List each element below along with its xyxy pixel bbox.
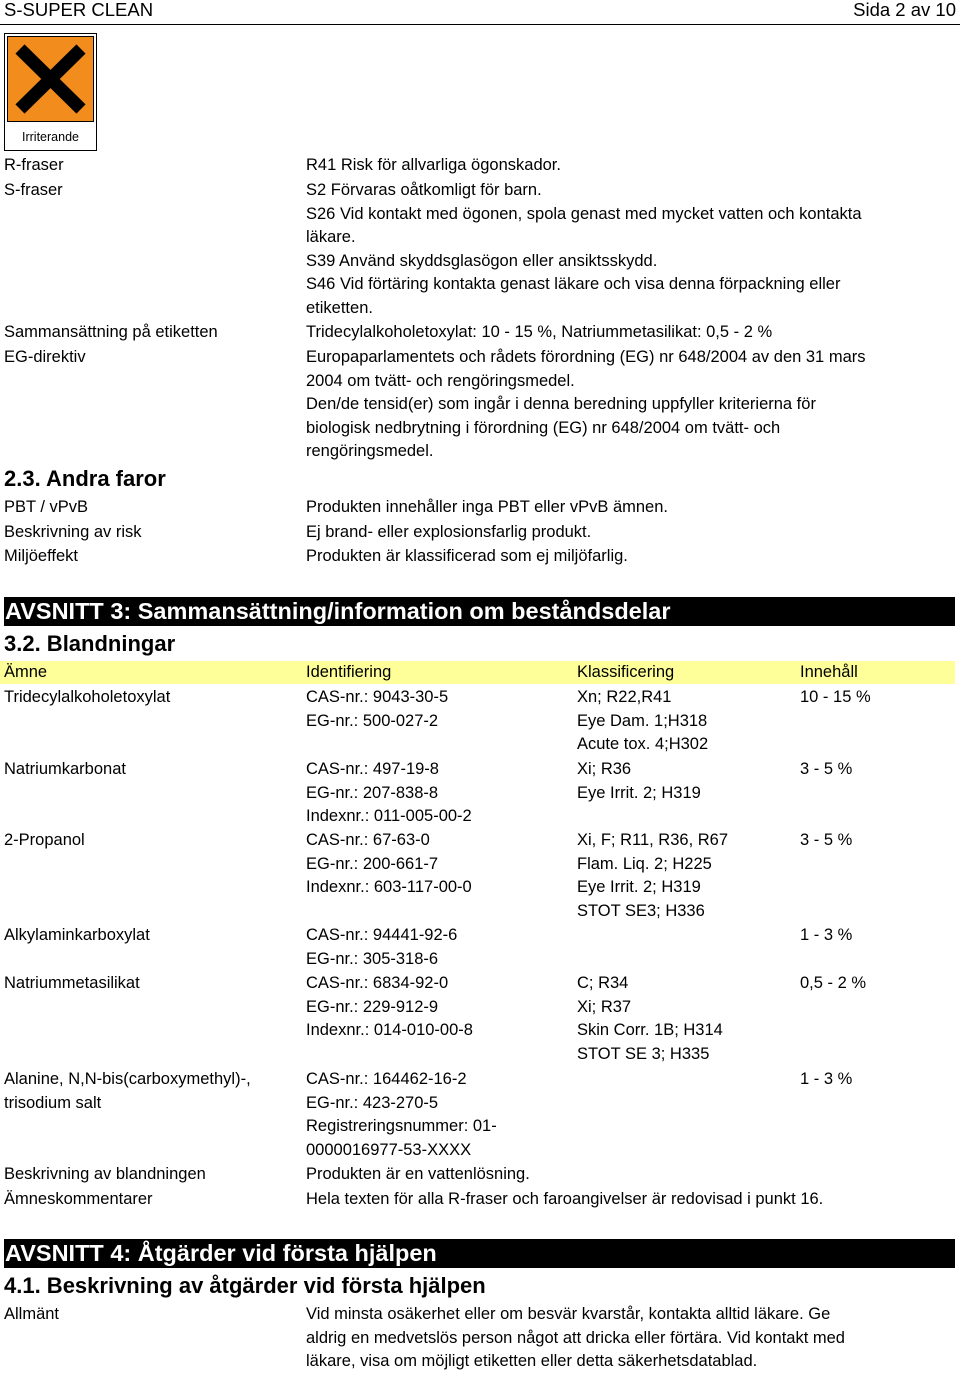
table-row: Alanine, N,N-bis(carboxymethyl)-, trisodium salt	[4, 1070, 251, 1112]
pbt-value: Produkten innehåller inga PBT eller vPvB ämnen.	[306, 498, 668, 516]
eg-direktiv-label: EG-direktiv	[4, 348, 86, 366]
mixture-description-label: Beskrivning av blandningen	[4, 1165, 206, 1183]
row-content: 1 - 3 %	[800, 926, 853, 944]
r-fraser-label: R-fraser	[4, 156, 64, 174]
row-identification: CAS-nr.: 9043-30-5 EG-nr.: 500-027-2	[306, 688, 449, 730]
pbt-label: PBT / vPvB	[4, 498, 89, 516]
col-header-classification: Klassificering	[577, 663, 675, 681]
col-header-substance: Ämne	[4, 663, 48, 681]
row-classification: Xn; R22,R41 Eye Dam. 1;H318 Acute tox. 4;H302	[577, 688, 709, 753]
section-4-title: AVSNITT 4: Åtgärder vid första hjälpen	[4, 1239, 955, 1268]
header-divider	[0, 24, 960, 25]
row-content: 3 - 5 %	[800, 831, 853, 849]
row-classification: Xi, F; R11, R36, R67 Flam. Liq. 2; H225 Eye Irrit. 2; H319 STOT SE3; H336	[577, 831, 729, 920]
sammansattning-label: Sammansättning på etiketten	[4, 323, 218, 341]
s-fraser-label: S-fraser	[4, 181, 63, 199]
risk-value: Ej brand- eller explosionsfarlig produkt.	[306, 523, 592, 541]
section-3-title: AVSNITT 3: Sammansättning/information om beståndsdelar	[4, 597, 955, 626]
mixture-description-value: Produkten är en vattenlösning.	[306, 1165, 530, 1183]
page-number: Sida 2 av 10	[853, 0, 956, 20]
hazard-pictogram	[4, 33, 97, 151]
col-header-identification: Identifiering	[306, 663, 392, 681]
table-row: Natriummetasilikat	[4, 974, 140, 992]
risk-label: Beskrivning av risk	[4, 523, 142, 541]
general-value: Vid minsta osäkerhet eller om besvär kvarstår, kontakta alltid läkare. Ge aldrig en medvetslös person något att dricka eller förtära. Vid kontakt med läkare, visa om möjligt etiketten eller detta säkerhetsdatablad.	[306, 1305, 845, 1370]
product-name: S-SUPER CLEAN	[4, 0, 154, 20]
row-content: 10 - 15 %	[800, 688, 871, 706]
row-identification: CAS-nr.: 497-19-8 EG-nr.: 207-838-8 Indexnr.: 011-005-00-2	[306, 760, 472, 825]
page-header	[4, 0, 956, 24]
row-identification: CAS-nr.: 6834-92-0 EG-nr.: 229-912-9 Indexnr.: 014-010-00-8	[306, 974, 473, 1039]
pictogram-caption: Irriterande	[22, 130, 79, 144]
table-row: Natriumkarbonat	[4, 760, 126, 778]
sammansattning-value: Tridecylalkoholetoxylat: 10 - 15 %, Natriummetasilikat: 0,5 - 2 %	[306, 323, 773, 341]
row-identification: CAS-nr.: 94441-92-6 EG-nr.: 305-318-6	[306, 926, 458, 968]
hazard-cross-icon	[7, 36, 94, 122]
row-identification: CAS-nr.: 67-63-0 EG-nr.: 200-661-7 Indexnr.: 603-117-00-0	[306, 831, 472, 896]
miljoeffekt-label: Miljöeffekt	[4, 547, 78, 565]
row-content: 0,5 - 2 %	[800, 974, 867, 992]
col-header-content: Innehåll	[800, 663, 858, 681]
andra-faror-heading: 2.3. Andra faror	[4, 466, 166, 491]
eg-direktiv-value: Europaparlamentets och rådets förordning (EG) nr 648/2004 av den 31 mars 2004 om tvätt- och rengöringsmedel. Den/de tensid(er) som ingår i denna beredning uppfyller kriterierna för biologisk nedbrytning i förordning (EG) nr 648/2004 om tvätt- och rengöringsmedel.	[306, 348, 866, 460]
row-classification: C; R34 Xi; R37 Skin Corr. 1B; H314 STOT SE 3; H335	[577, 974, 723, 1063]
row-identification: CAS-nr.: 164462-16-2 EG-nr.: 423-270-5 Registreringsnummer: 01- 0000016977-53-XXXX	[306, 1070, 497, 1159]
miljoeffekt-value: Produkten är klassificerad som ej miljöfarlig.	[306, 547, 628, 565]
substance-comments-label: Ämneskommentarer	[4, 1190, 153, 1208]
general-label: Allmänt	[4, 1305, 60, 1323]
table-row: Alkylaminkarboxylat	[4, 926, 150, 944]
row-content: 3 - 5 %	[800, 760, 853, 778]
substance-comments-value: Hela texten för alla R-fraser och faroangivelser är redovisad i punkt 16.	[306, 1190, 824, 1208]
table-row: Tridecylalkoholetoxylat	[4, 688, 171, 706]
row-content: 1 - 3 %	[800, 1070, 853, 1088]
first-aid-heading: 4.1. Beskrivning av åtgärder vid första hjälpen	[4, 1273, 486, 1298]
blandningar-heading: 3.2. Blandningar	[4, 631, 176, 656]
s-fraser-value: S2 Förvaras oåtkomligt för barn. S26 Vid kontakt med ögonen, spola genast med mycket vatten och kontakta läkare. S39 Använd skyddsglasögon eller ansiktsskydd. S46 Vid förtäring kontakta genast läkare och visa denna förpackning eller etiketten.	[306, 181, 862, 317]
r-fraser-value: R41 Risk för allvarliga ögonskador.	[306, 156, 561, 174]
row-classification: Xi; R36 Eye Irrit. 2; H319	[577, 760, 701, 802]
table-row: 2-Propanol	[4, 831, 85, 849]
